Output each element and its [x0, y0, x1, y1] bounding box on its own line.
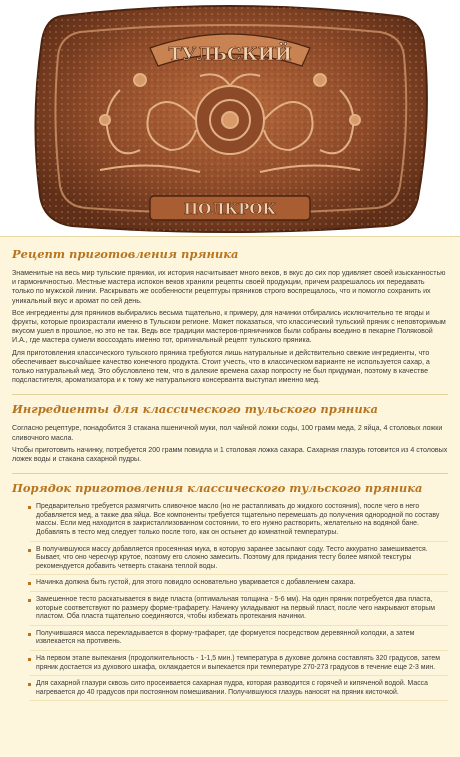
list-item: Предварительно требуется размягчить сливочное масло (но не растапливать до жидкого состояния), после чего в него добавляется мед, а также два яйца. Все компоненты требуется тщательно перемешать до получения однородной по составу массы. Если мед находится в закристаллизованном состоянии, то его нужно растворить, желательно на водяной бане. Добавлять в тесто мед следует только после того, как он остынет до комнатной температуры. — [30, 503, 448, 541]
hero-image — [0, 0, 460, 236]
gingerbread-illustration — [0, 0, 460, 236]
section-ingredients — [12, 402, 448, 464]
list-item: На первом этапе выпекания (продолжительность - 1-1,5 мин.) температура в духовке должна составлять 320 градусов, затем пряник достается из духового шкафа, охлаждается и выпекается при температуре 270-273 градусов в течение еще 2-3 мин. — [30, 655, 448, 676]
paragraph: Все ингредиенты для пряников выбирались весьма тщательно, к примеру, для начинки отбирались исключительно те ягоды и фрукты, которые произрастали именно в Тульском регионе. Может показаться, что классический тульский пряник с неповторимым вкусом ушел в прошлое, но это не так. Ведь все традиции мастеров-пряничников были собраны воедино в пекарне Поляковой И.А., где мастера сумели воссоздать именно тот, оригинальный рецепт тульского пряника. — [12, 308, 446, 345]
paragraph: Знаменитые на весь мир тульские пряники, их история насчитывает много веков, в вкус до сих пор удивляет своей изысканностью и гармоничностью. Местные мастера испокон веков хранили рецепты своей продукции, причем разрешалось их передавать только по мужской линии. Раскрывать же особенности рецептуры пряников строго воспрещалось, что и помогло сохранить их уникальный вкус и аромат по сей день. — [12, 269, 446, 305]
article-content — [0, 236, 460, 757]
section-steps — [12, 481, 448, 701]
paragraph: Для приготовления классического тульского пряника требуются лишь натуральные и действительно свежие ингредиенты, что обеспечивает высочайшее качество конечного продукта. Стоит учесть, что в классическом варианте не используется сахар, а только натуральный мед. Это обусловлено тем, что в далекие времена сахар попросту не был придуман, поэтому в качестве подсластителя, ароматизатора и к тому же натурального консерванта выступал именно мед. — [12, 348, 430, 385]
list-item: Замешенное тесто раскатывается в виде пласта (оптимальная толщина - 5-6 мм). На один пряник потребуется два пласта, которые соответствуют по размеру форме-трафарету. Начинку укладывают на первый пласт, после чего накрывают вторым пластом. Оба пласта тщательно соединяются, чтобы избежать протекания начинки. — [30, 596, 448, 626]
divider — [12, 473, 448, 474]
section-recipe-intro — [12, 247, 448, 385]
divider — [12, 394, 448, 395]
list-item: Получившаяся масса перекладывается в форму-трафарет, где формуется посредством деревянной колодки, а затем извлекается на противень. — [30, 630, 448, 651]
paragraph: Согласно рецептуре, понадобится 3 стакана пшеничной муки, пол чайной ложки соды, 100 грамм меда, 2 яйца, 4 столовых ложки сливочного масла. — [12, 424, 443, 442]
hero-title: ТУЛЬСКИЙ — [168, 44, 292, 65]
paragraph: Чтобы приготовить начинку, потребуется 200 грамм повидла и 1 столовая ложка сахара. Сахарная глазурь готовится из 4 столовых ложек воды и стакана сахарной пудры. — [12, 445, 448, 464]
section-heading: Порядок приготовления классического тульского пряника — [12, 481, 423, 496]
list-item: Для сахарной глазури сквозь сито просеивается сахарная пудра, которая разводится с горячей и кипяченой водой. Масса нагревается до 40 градусов при постоянном помешивании. Получившуюся глазурь наносят на пряник кисточкой. — [30, 680, 448, 701]
list-item: Начинка должна быть густой, для этого повидло основательно уваривается с добавлением сахара. — [30, 579, 448, 592]
section-heading: Рецепт приготовления пряника — [12, 247, 239, 261]
section-heading: Ингредиенты для классического тульского пряника — [12, 402, 378, 417]
steps-list — [12, 503, 448, 701]
list-item: В получившуюся массу добавляется просеянная мука, в которую заранее засыпают соду. Тесто аккуратно замешивается. Бывает, что оно чересчур крутое, поэтому его сложно замесить. Поэтому для придания тесту более мягкой текстуры рекомендуется добавить четверть стакана теплой воды. — [30, 546, 448, 576]
hero-subtitle: ПОЛКРОК — [183, 200, 277, 218]
